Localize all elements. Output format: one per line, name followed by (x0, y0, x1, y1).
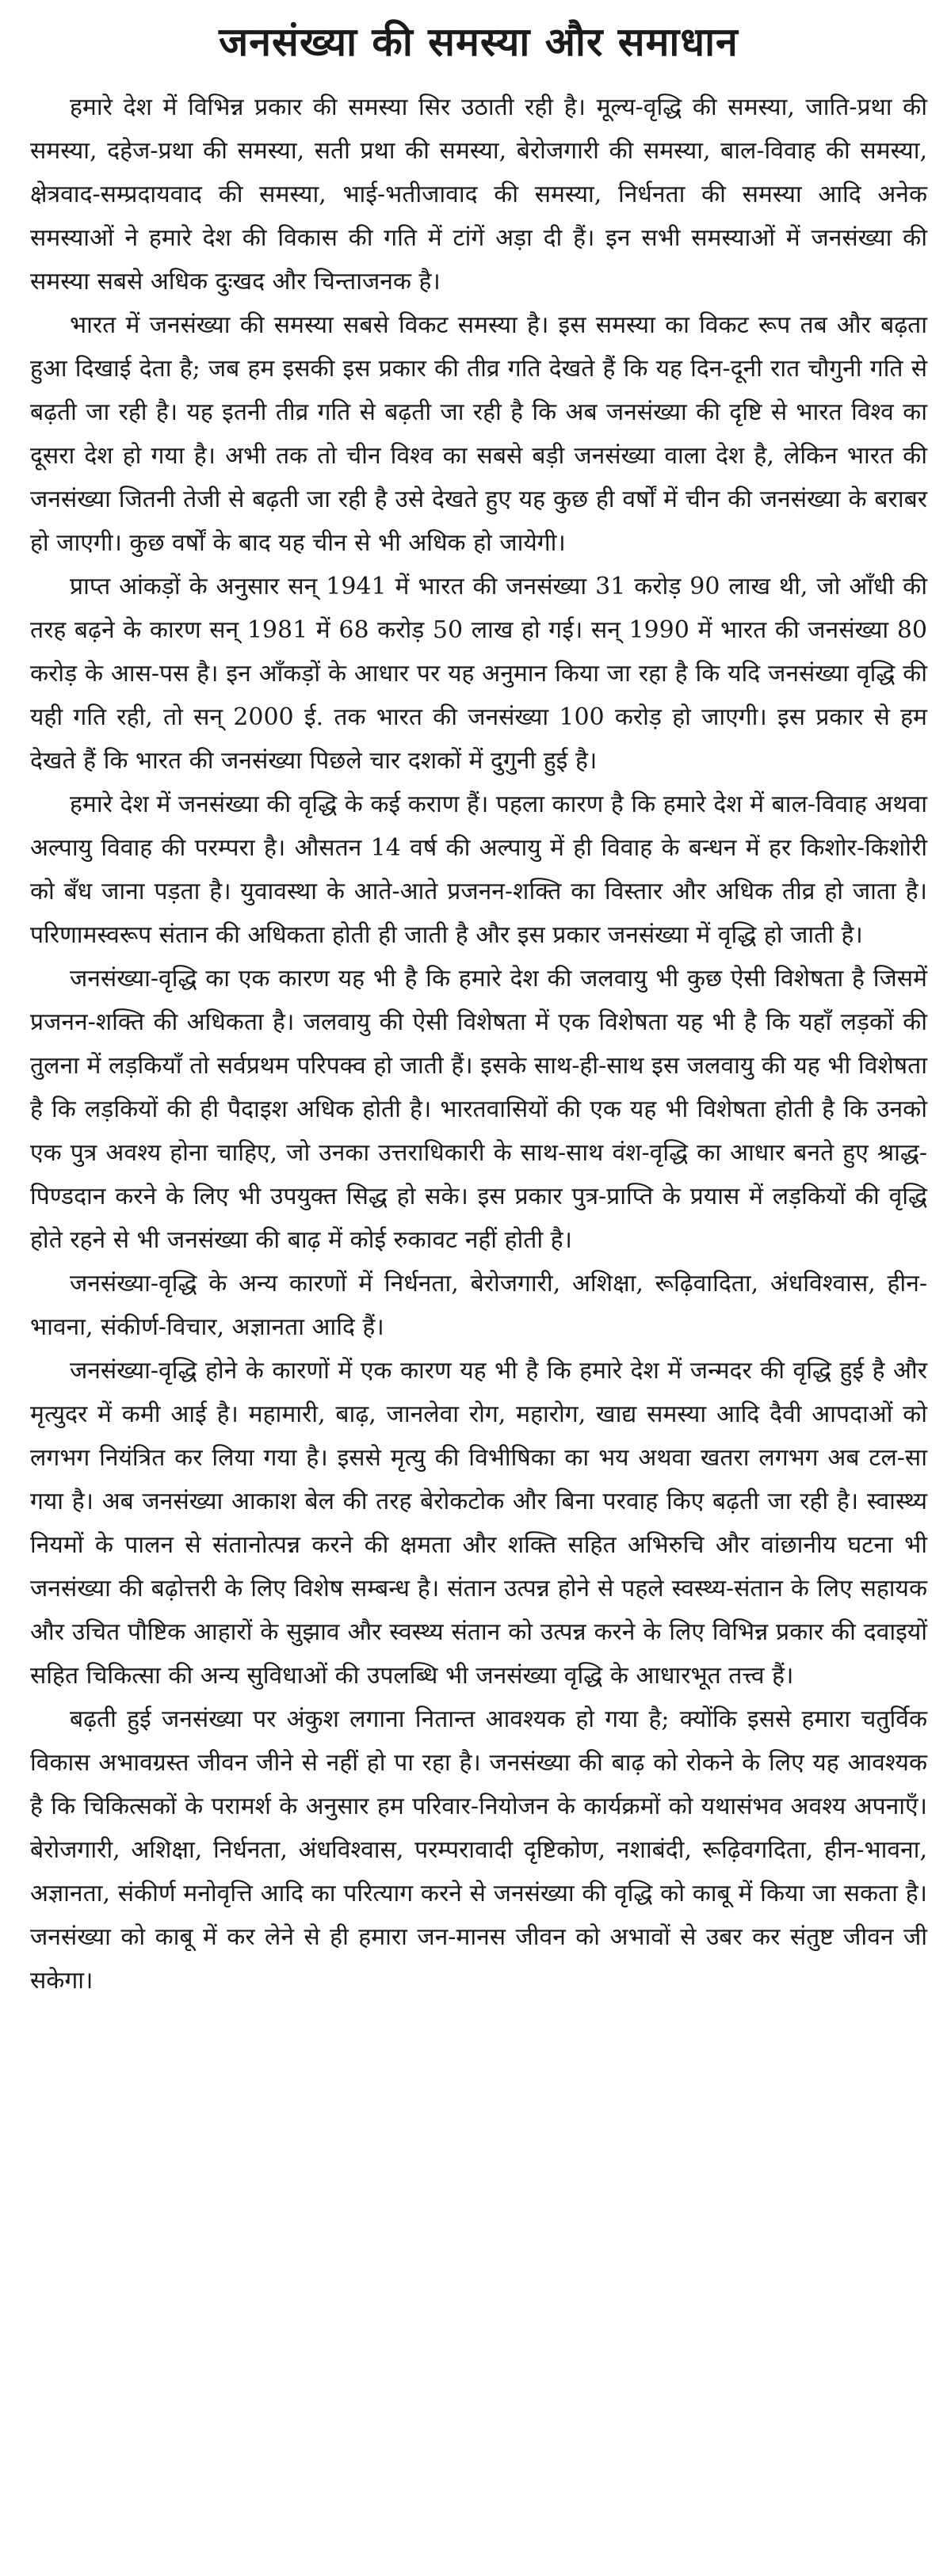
paragraph-1: हमारे देश में विभिन्न प्रकार की समस्या सिर उठाती रही है। मूल्य-वृद्धि की समस्या, जाति-प्रथा की समस्या, दहेज-प्रथा की समस्या, सती प्रथा की समस्या, बेरोजगारी की समस्या, बाल-विवाह की समस्या, क्षेत्रवाद-सम्प्रदायवाद की समस्या, भाई-भतीजावाद की समस्या, निर्धनता की समस्या आदि अनेक समस्याओं ने हमारे देश की विकास की गति में टांगें अड़ा दी हैं। इन सभी समस्याओं में जनसंख्या की समस्या सबसे अधिक दुःखद और चिन्ताजनक है। (30, 93, 927, 295)
paragraph-5: जनसंख्या-वृद्धि का एक कारण यह भी है कि हमारे देश की जलवायु भी कुछ ऐसी विशेषता है जिसमें प्रजनन-शक्ति की अधिकता है। जलवायु की ऐसी विशेषता में एक विशेषता यह भी है कि यहाँ लड़कों की तुलना में लड़कियाँ तो सर्वप्रथम परिपक्व हो जाती हैं। इसके साथ-ही-साथ इस जलवायु की यह भी विशेषता है कि लड़कियों की ही पैदाइश अधिक होती है। भारतवासियों की एक यह भी विशेषता होती है कि उनको एक पुत्र अवश्य होना चाहिए, जो उनका उत्तराधिकारी के साथ-साथ वंश-वृद्धि का आधार बनते हुए श्राद्ध-पिण्डदान करने के लिए भी उपयुक्त सिद्ध हो सके। इस प्रकार पुत्र-प्राप्ति के प्रयास में लड़कियों की वृद्धि होते रहने से भी जनसंख्या की बाढ़ में कोई रुकावट नहीं होती है। (30, 965, 927, 1254)
paragraph-6: जनसंख्या-वृद्धि के अन्य कारणों में निर्धनता, बेरोजगारी, अशिक्षा, रूढ़िवादिता, अंधविश्वास, हीन-भावना, संकीर्ण-विचार, अज्ञानता आदि हैं। (30, 1270, 927, 1341)
paragraph-2: भारत में जनसंख्या की समस्या सबसे विकट समस्या है। इस समस्या का विकट रूप तब और बढ़ता हुआ दिखाई देता है; जब हम इसकी इस प्रकार की तीव्र गति देखते हैं कि यह दिन-दूनी रात चौगुनी गति से बढ़ती जा रही है। यह इतनी तीव्र गति से बढ़ती जा रही है कि अब जनसंख्या की दृष्टि से भारत विश्व का दूसरा देश हो गया है। अभी तक तो चीन विश्व का सबसे बड़ी जनसंख्या वाला देश है, लेकिन भारत की जनसंख्या जितनी तेजी से बढ़ती जा रही है उसे देखते हुए यह कुछ ही वर्षों में चीन की जनसंख्या के बराबर हो जाएगी। कुछ वर्षों के बाद यह चीन से भी अधिक हो जायेगी। (30, 311, 927, 557)
paragraph-4: हमारे देश में जनसंख्या की वृद्धि के कई कराण हैं। पहला कारण है कि हमारे देश में बाल-विवाह अथवा अल्पायु विवाह की परम्परा है। औसतन 14 वर्ष की अल्पायु में ही विवाह के बन्धन में हर किशोर-किशोरी को बँध जाना पड़ता है। युवावस्था के आते-आते प्रजनन-शक्ति का विस्तार और अधिक तीव्र हो जाता है। परिणामस्वरूप संतान की अधिकता होती ही जाती है और इस प्रकार जनसंख्या में वृद्धि हो जाती है। (30, 791, 927, 949)
paragraph-3: प्राप्त आंकड़ों के अनुसार सन् 1941 में भारत की जनसंख्या 31 करोड़ 90 लाख थी, जो आँधी की तरह बढ़ने के कारण सन् 1981 में 68 करोड़ 50 लाख हो गई। सन् 1990 में भारत की जनसंख्या 80 करोड़ के आस-पस है। इन आँकड़ों के आधार पर यह अनुमान किया जा रहा है कि यदि जनसंख्या वृद्धि की यही गति रही, तो सन् 2000 ई. तक भारत की जनसंख्या 100 करोड़ हो जाएगी। इस प्रकार से हम देखते हैं कि भारत की जनसंख्या पिछले चार दशकों में दुगुनी हुई है। (30, 573, 927, 775)
essay-body (30, 86, 927, 2002)
paragraph-7: जनसंख्या-वृद्धि होने के कारणों में एक कारण यह भी है कि हमारे देश में जन्मदर की वृद्धि हुई है और मृत्युदर में कमी आई है। महामारी, बाढ़, जानलेवा रोग, महारोग, खाद्य समस्या आदि दैवी आपदाओं को लगभग नियंत्रित कर लिया गया है। इससे मृत्यु की विभीषिका का भय अथवा खतरा लगभग अब टल-सा गया है। अब जनसंख्या आकाश बेल की तरह बेरोकटोक और बिना परवाह किए बढ़ती जा रही है। स्वास्थ्य नियमों के पालन से संतानोत्पन्न करने की क्षमता और शक्ति सहित अभिरुचि और वांछानीय घटना भी जनसंख्या की बढ़ोत्तरी के लिए विशेष सम्बन्ध है। संतान उत्पन्न होने से पहले स्वस्थ्य-संतान के लिए सहायक और उचित पौष्टिक आहारों के सुझाव और स्वस्थ्य संतान को उत्पन्न करने के लिए विभिन्न प्रकार की दवाइयों सहित चिकित्सा की अन्य सुविधाओं की उपलब्धि भी जनसंख्या वृद्धि के आधारभूत तत्त्व हैं। (30, 1357, 927, 1690)
document-title: जनसंख्या की समस्या और समाधान (219, 18, 739, 65)
paragraph-8: बढ़ती हुई जनसंख्या पर अंकुश लगाना नितान्त आवश्यक हो गया है; क्योंकि इससे हमारा चतुर्विक विकास अभावग्रस्त जीवन जीने से नहीं हो पा रहा है। जनसंख्या की बाढ़ को रोकने के लिए यह आवश्यक है कि चिकित्सकों के परामर्श के अनुसार हम परिवार-नियोजन के कार्यक्रमों को यथासंभव अवश्य अपनाएँ। बेरोजगारी, अशिक्षा, निर्धनता, अंधविश्वास, परम्परावादी दृष्टिकोण, नशाबंदी, रूढ़िवगदिता, हीन-भावना, अज्ञानता, संकीर्ण मनोवृत्ति आदि का परित्याग करने से जनसंख्या की वृद्धि को काबू में किया जा सकता है। जनसंख्या को काबू में कर लेने से ही हमारा जन-मानस जीवन को अभावों से उबर कर संतुष्ट जीवन जी सकेगा। (30, 1705, 927, 1995)
